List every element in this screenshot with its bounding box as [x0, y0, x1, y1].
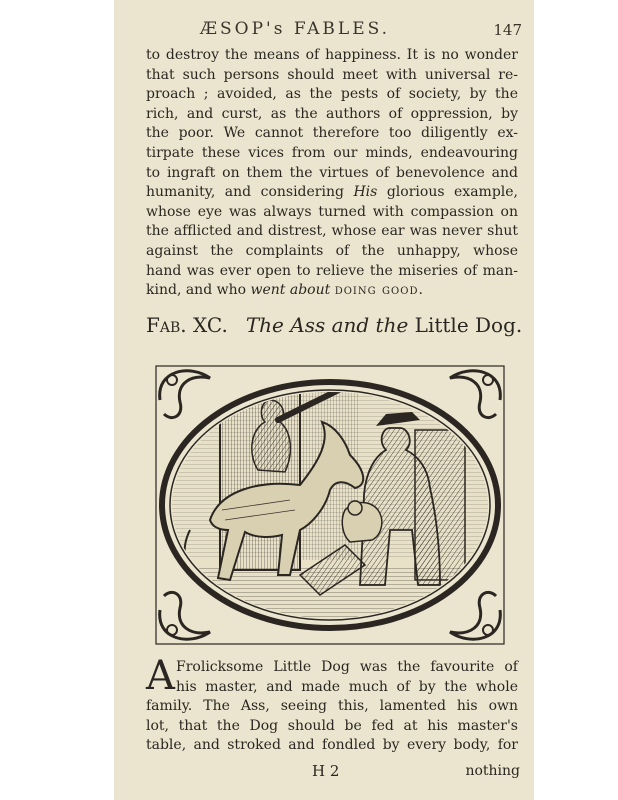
text-line: rich, and curst, as the authors of oppression, by [146, 105, 518, 122]
text-line: to destroy the means of happiness. It is no wonder [146, 47, 518, 63]
text-line: whose eye was always turned with compassion on [146, 203, 518, 220]
text-line: lot, that the Dog should be fed at his master's [146, 717, 518, 734]
woodcut-scene [150, 360, 510, 650]
italic-word: His [353, 184, 378, 201]
signature-mark: H 2 [312, 762, 340, 780]
text-line: proach ; avoided, as the pests of society, by the [146, 86, 518, 103]
text-line: humanity, and considering His glorious example, [146, 184, 519, 201]
italic-phrase: went about [250, 282, 331, 299]
text-line: family. The Ass, seeing this, lamented his own [146, 698, 518, 715]
text-line: against the complaints of the unhappy, whose [146, 242, 518, 259]
drop-cap: A [146, 653, 175, 699]
page-header [114, 17, 534, 41]
running-title: ÆSOP's FABLES. [200, 19, 391, 39]
fable-story [146, 653, 518, 756]
text-line: to ingraft on them the virtues of benevolence and [146, 164, 518, 181]
text-line: hand was ever open to relieve the miseries of man- [146, 262, 518, 279]
fable-title-ass: Ass [290, 313, 326, 337]
fable-title-the: The [245, 313, 284, 337]
text-fragment: kind, and who [146, 282, 247, 299]
page-footer [114, 762, 534, 782]
text-line: his master, and made much of by the whole [176, 678, 518, 695]
text-line: that such persons should meet with universal re- [146, 66, 518, 83]
small-caps-phrase: doing good. [334, 282, 424, 299]
woodcut-illustration [150, 360, 510, 650]
fable-number: Fab. XC. [146, 313, 228, 337]
text-line: the poor. We cannot therefore too diligently ex- [146, 125, 518, 142]
book-page [114, 0, 534, 800]
text-line: tirpate these vices from our minds, endeavouring [146, 144, 518, 161]
fable-title-and-the: and the [331, 313, 409, 337]
fable-heading [146, 313, 526, 337]
fable-title-rest: Little Dog. [414, 313, 523, 337]
catchword: nothing [465, 763, 520, 779]
text-line-last [146, 281, 518, 301]
text-line: table, and stroked and fondled by every body, for [146, 737, 518, 754]
page-number: 147 [493, 21, 522, 39]
text-line: Frolicksome Little Dog was the favourite of [176, 659, 518, 675]
text-line: the afflicted and distrest, whose ear was never shut [146, 223, 518, 240]
top-paragraph [146, 46, 518, 301]
